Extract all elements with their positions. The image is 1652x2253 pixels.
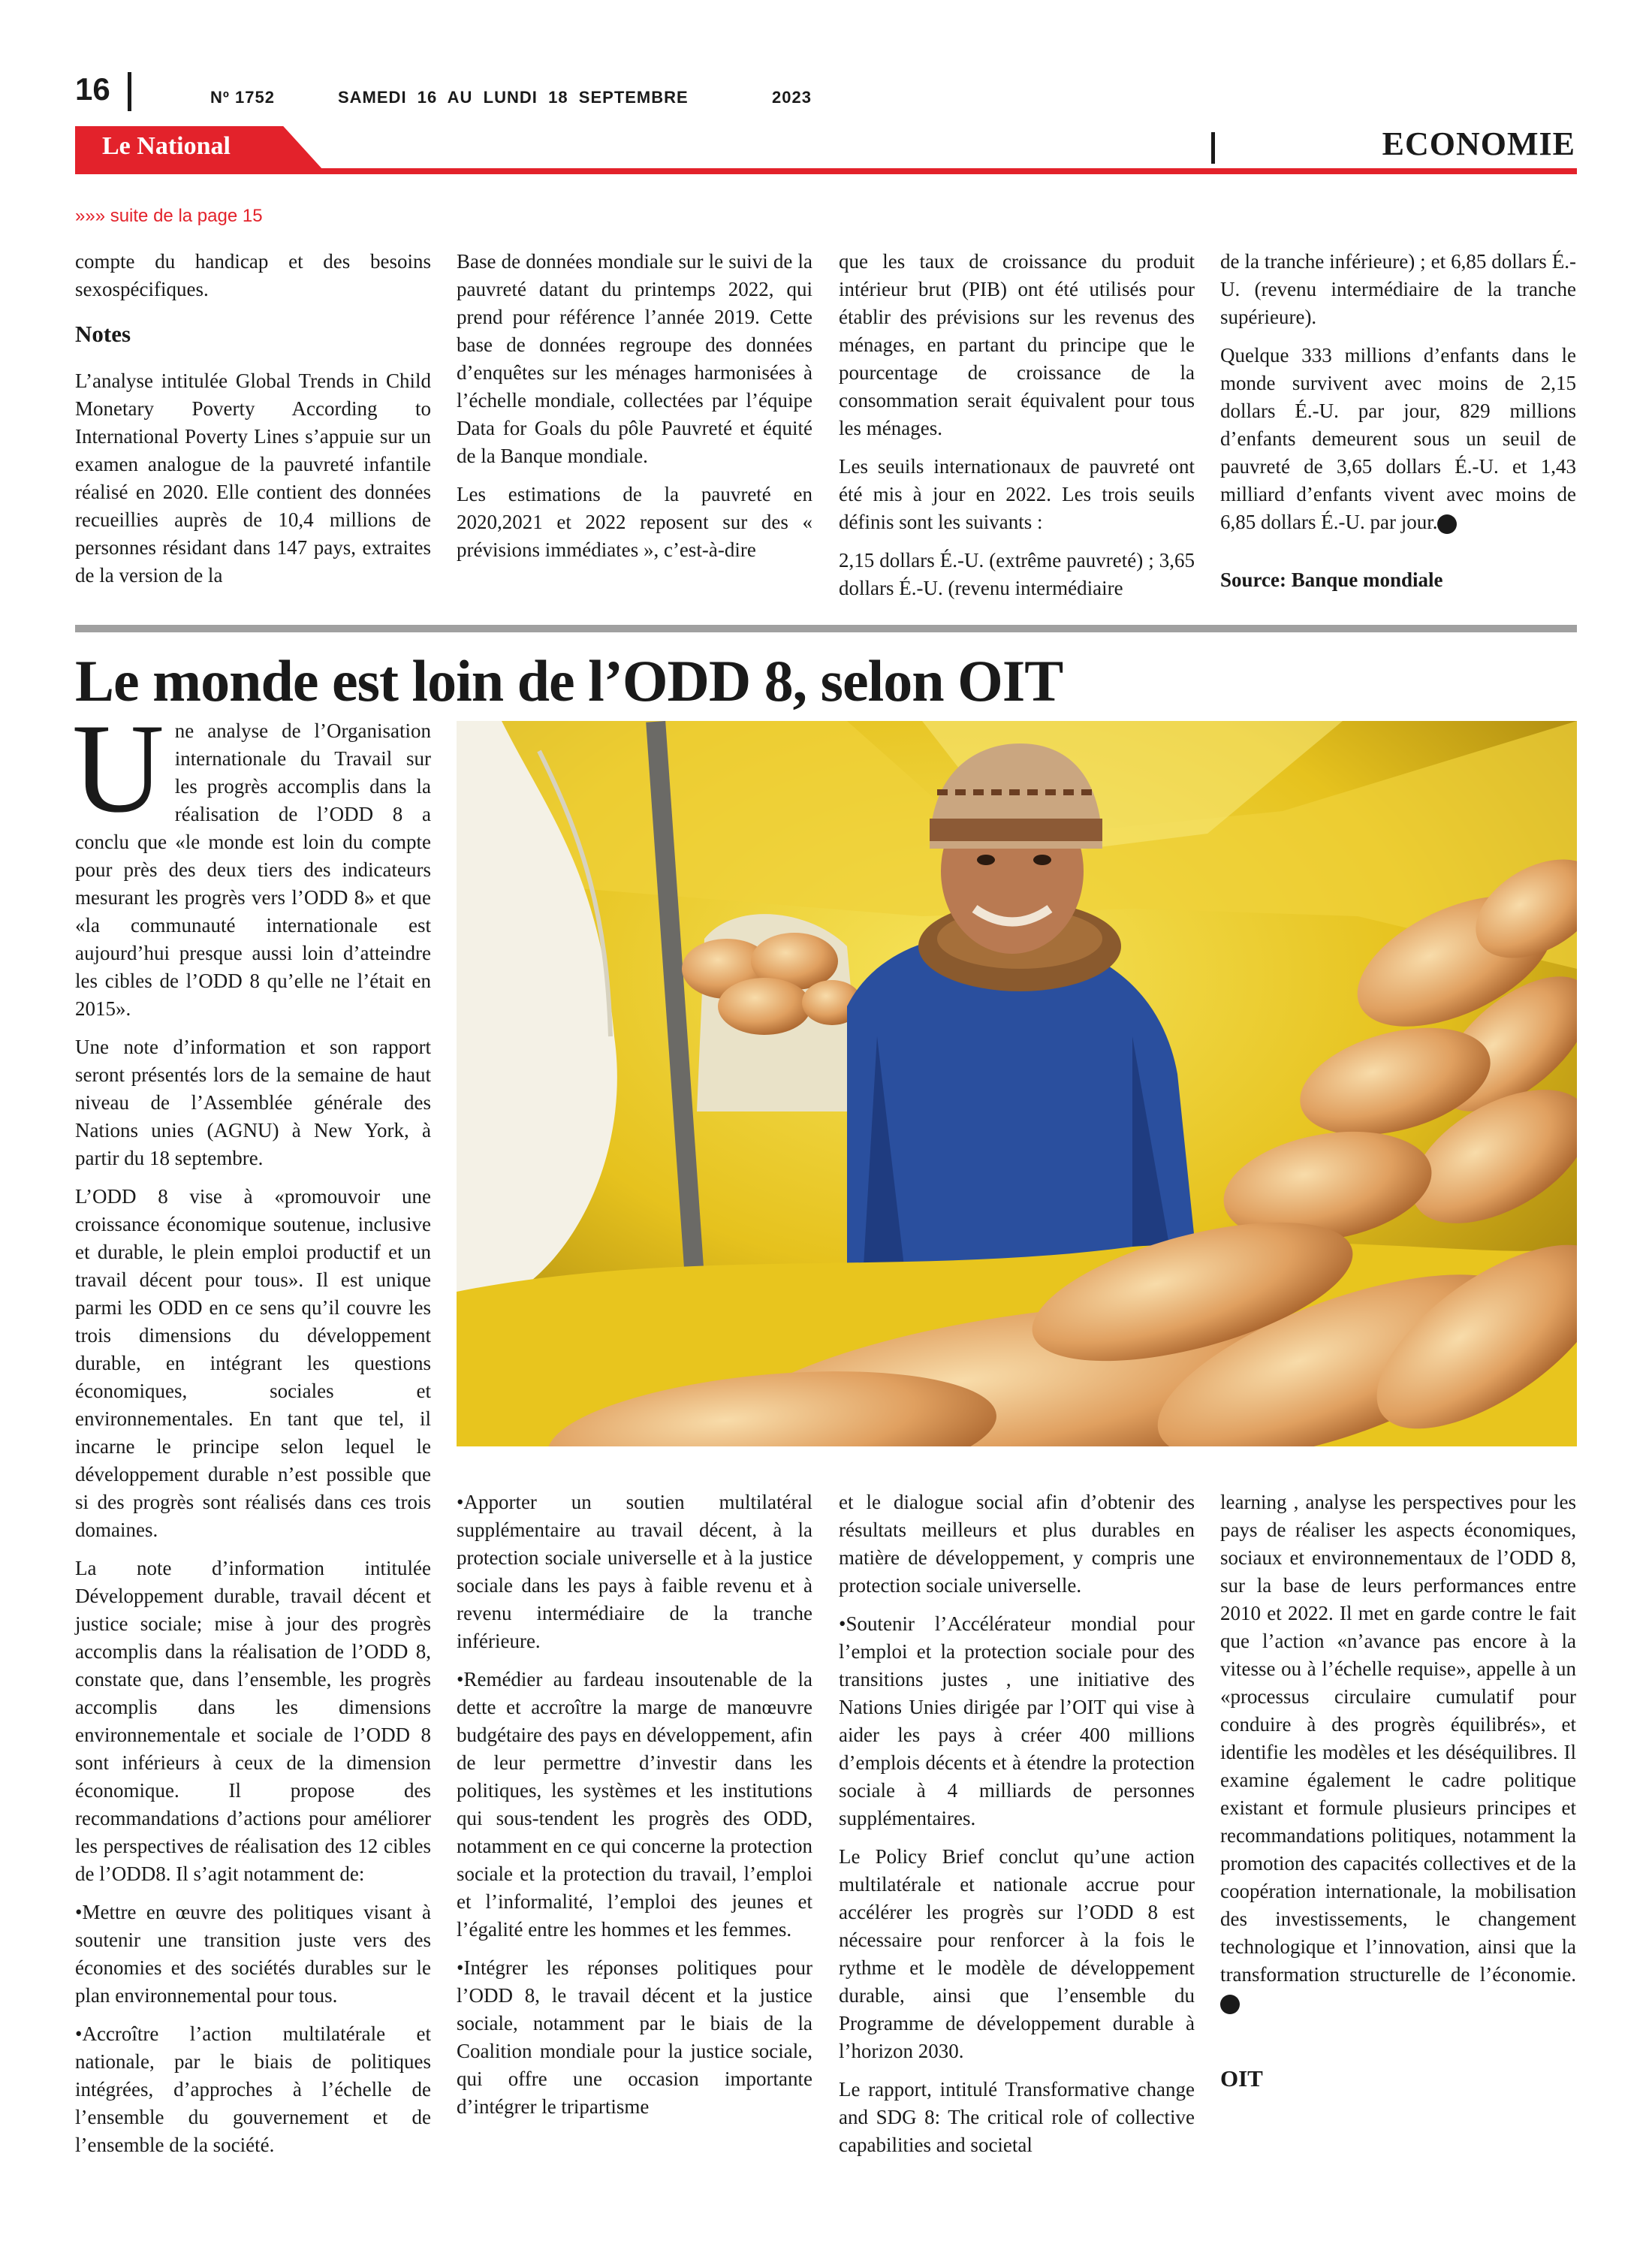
notes-heading: Notes xyxy=(75,321,131,347)
paragraph: que les taux de croissance du produit intérieur brut (PIB) ont été utilisés pour établir des prévisions sur les revenus des ménages, en partant du principe que le pourcentage de croissance de la consommation serait équivalent pour tous les ménages. xyxy=(839,250,1195,439)
paragraph: de la tranche inférieure) ; et 6,85 dollars É.-U. (revenu intermédiaire de la tranche supérieure). xyxy=(1220,250,1576,328)
end-of-article-icon xyxy=(1437,514,1457,534)
bullet-item: •Soutenir l’Accélérateur mondial pour l’emploi et la protection sociale pour des transitions justes , une initiative des Nations Unies dirigée par l’OIT qui vise à aider les pays à créer 400 millions d’emplois décents et à étendre la protection sociale à 4 milliards de personnes supplémentaires. xyxy=(839,1612,1195,1829)
paragraph xyxy=(1220,342,1576,536)
paragraph: Base de données mondiale sur le suivi de la pauvreté datant du printemps 2022, qui prend pour référence l’année 2019. Cette base de données regroupe des données d’enquêtes sur les ménages harmonisées à l’échelle mondiale, collectées par l’équipe Data for Goals du pôle Pauvreté et équité de la Banque mondiale. xyxy=(457,250,812,467)
issue-date: SAMEDI 16 AU LUNDI 18 SEPTEMBRE xyxy=(338,88,689,107)
main-column-2 xyxy=(457,1488,812,2131)
newspaper-brand: Le National xyxy=(102,132,231,160)
lead-text: ne analyse de l’Organisation internationale du Travail sur les progrès accomplis dans la réalisation de l’ODD 8 a conclu que «le monde est loin du compte pour près des deux tiers des indicateurs mesurant les progrès vers l’ODD 8» et que «la communauté internationale est aujourd’hui presque aussi loin d’atteindre les cibles de l’ODD 8 qu’elle ne l’était en 2015». xyxy=(75,719,431,1020)
lead-paragraph xyxy=(72,698,431,1023)
author-signature: OIT xyxy=(1220,2065,1263,2092)
paragraph-text: Quelque 333 millions d’enfants dans le monde survivent avec moins de 2,15 dollars É.-U. par jour, 829 millions d’enfants demeurent sous un seuil de pauvreté de 3,65 dollars É.-U. et 1,43 milliard d’enfants vivent avec moins de 6,85 dollars É.-U. par jour. xyxy=(1220,344,1576,533)
bullet-item: •Intégrer les réponses politiques pour l’ODD 8, le travail décent et la justice sociale, notamment par le biais de la Coalition mondiale pour la justice sociale, qui offre une occasion importante d’intégrer le tripartisme xyxy=(457,1956,812,2118)
header-separator xyxy=(1211,132,1215,164)
bullet-item: •Apporter un soutien multilatéral supplémentaire au travail décent, à la protection sociale universelle et à la justice sociale dans les pays à faible revenu et à revenu intermédiaire de la tranche inférieure. xyxy=(457,1491,812,1652)
issue-year: 2023 xyxy=(772,88,812,107)
paragraph xyxy=(1220,1488,1576,2016)
section-title: ECONOMIE xyxy=(1382,125,1575,162)
paragraph: 2,15 dollars É.-U. (extrême pauvreté) ; 3,65 dollars É.-U. (revenu intermédiaire xyxy=(839,549,1195,599)
bread-vendor-photo xyxy=(457,721,1577,1446)
source-credit: Source: Banque mondiale xyxy=(1220,569,1443,591)
paragraph: Une note d’information et son rapport seront présentés lors de la semaine de haut niveau de l’Assemblée générale des Nations unies (AGNU) à New York, à partir du 18 septembre. xyxy=(75,1036,431,1169)
end-of-article-icon xyxy=(1220,1995,1240,2014)
page-number-divider xyxy=(128,72,131,111)
main-column-1 xyxy=(72,698,431,2170)
issue-number: Nº 1752 xyxy=(210,88,275,107)
photo-illustration xyxy=(457,721,1577,1446)
bullet-item: •Mettre en œuvre des politiques visant à soutenir une transition juste vers des économies et des sociétés durables sur le plan environnemental pour tous. xyxy=(75,1901,431,2007)
bullet-item: •Remédier au fardeau insoutenable de la dette et accroître la marge de manœuvre budgétaire des pays en développement, afin de leur permettre d’investir dans les politiques, les systèmes et les institutions qui sous-tendent les progrès des ODD, notamment en ce qui concerne la protection sociale et la protection du travail, l’emploi et l’informalité, l’emploi des jeunes et l’égalité entre les hommes et les femmes. xyxy=(457,1668,812,1941)
paragraph: Les estimations de la pauvreté en 2020,2021 et 2022 reposent sur des « prévisions immédiates », c’est-à-dire xyxy=(457,483,812,561)
page-number: 16 xyxy=(75,71,110,107)
top-column-4 xyxy=(1220,248,1576,605)
paragraph: Le rapport, intitulé Transformative change and SDG 8: The critical role of collective capabilities and societal xyxy=(839,2078,1195,2156)
top-column-1 xyxy=(75,248,431,600)
paragraph: compte du handicap et des besoins sexospécifiques. xyxy=(75,250,431,300)
headline: Le monde est loin de l’ODD 8, selon OIT xyxy=(75,648,1063,713)
paragraph-text: learning , analyse les perspectives pour les pays de réaliser les aspects économiques, sociaux et environnementaux de l’ODD 8, sur la base de leurs performances entre 2010 et 2022. Il met en garde contre le fait que l’action «n’avance pas encore à la vitesse ou à l’échelle requise», appelle à un «processus circulaire cumulatif pour conduire à des progrès équilibrés», et identifie les modèles et les déséquilibres. Il examine également le cadre politique existant et formule plusieurs principes et recommandations politiques, notamment la promotion des capacités collectives et de la coopération internationale, la mobilisation des investissements, le changement technologique et l’innovation, ainsi que la transformation structurelle de l’économie. xyxy=(1220,1491,1576,1986)
paragraph: L’ODD 8 vise à «promouvoir une croissance économique soutenue, inclusive et durable, le plein emploi productif et un travail décent pour tous». Il est unique parmi les ODD en ce sens qu’il couvre les trois dimensions du développement durable, en intégrant les questions économiques, sociales et environnementales. En tant que tel, il incarne le principe selon lequel le développement durable n’est possible que si des progrès sont réalisés dans ces trois domaines. xyxy=(75,1185,431,1541)
top-column-3 xyxy=(839,248,1195,613)
article-divider xyxy=(75,625,1577,632)
drop-cap: U xyxy=(72,698,164,839)
paragraph: L’analyse intitulée Global Trends in Child Monetary Poverty According to International Poverty Lines s’appuie sur un examen analogue de la pauvreté infantile réalisé en 2020. Elle contient des données recueillies auprès de 10,4 millions de personnes résidant dans 147 pays, extraites de la version de la xyxy=(75,369,431,587)
paragraph: et le dialogue social afin d’obtenir des résultats meilleurs et plus durables en matière de développement, y compris une protection sociale universelle. xyxy=(839,1491,1195,1597)
top-column-2 xyxy=(457,248,812,575)
paragraph: Le Policy Brief conclut qu’une action multilatérale et nationale accrue pour accélérer les progrès sur l’ODD 8 est nécessaire pour renforcer à la fois le rythme et le modèle de développement durable, ainsi que l’ensemble du Programme de développement durable à l’horizon 2030. xyxy=(839,1845,1195,2062)
main-column-4 xyxy=(1220,1488,1576,2103)
paragraph: Les seuils internationaux de pauvreté ont été mis à jour en 2022. Les trois seuils définis sont les suivants : xyxy=(839,455,1195,533)
main-column-3 xyxy=(839,1488,1195,2170)
header-rule xyxy=(75,168,1577,174)
bullet-item: •Accroître l’action multilatérale et nationale, par le biais de politiques intégrées, d’approches à l’échelle de l’ensemble du gouvernement et de l’ensemble de la société. xyxy=(75,2022,431,2156)
paragraph: La note d’information intitulée Développement durable, travail décent et justice sociale; mise à jour des progrès accomplis dans la réalisation de l’ODD 8, constate que, dans l’ensemble, les progrès accomplis dans les dimensions environnementale et sociale de l’ODD 8 sont inférieurs à ceux de la dimension économique. Il propose des recommandations d’actions pour améliorer les perspectives de réalisation des 12 cibles de l’ODD8. Il s’agit notamment de: xyxy=(75,1557,431,1885)
continued-from-label: »»» suite de la page 15 xyxy=(75,206,263,226)
